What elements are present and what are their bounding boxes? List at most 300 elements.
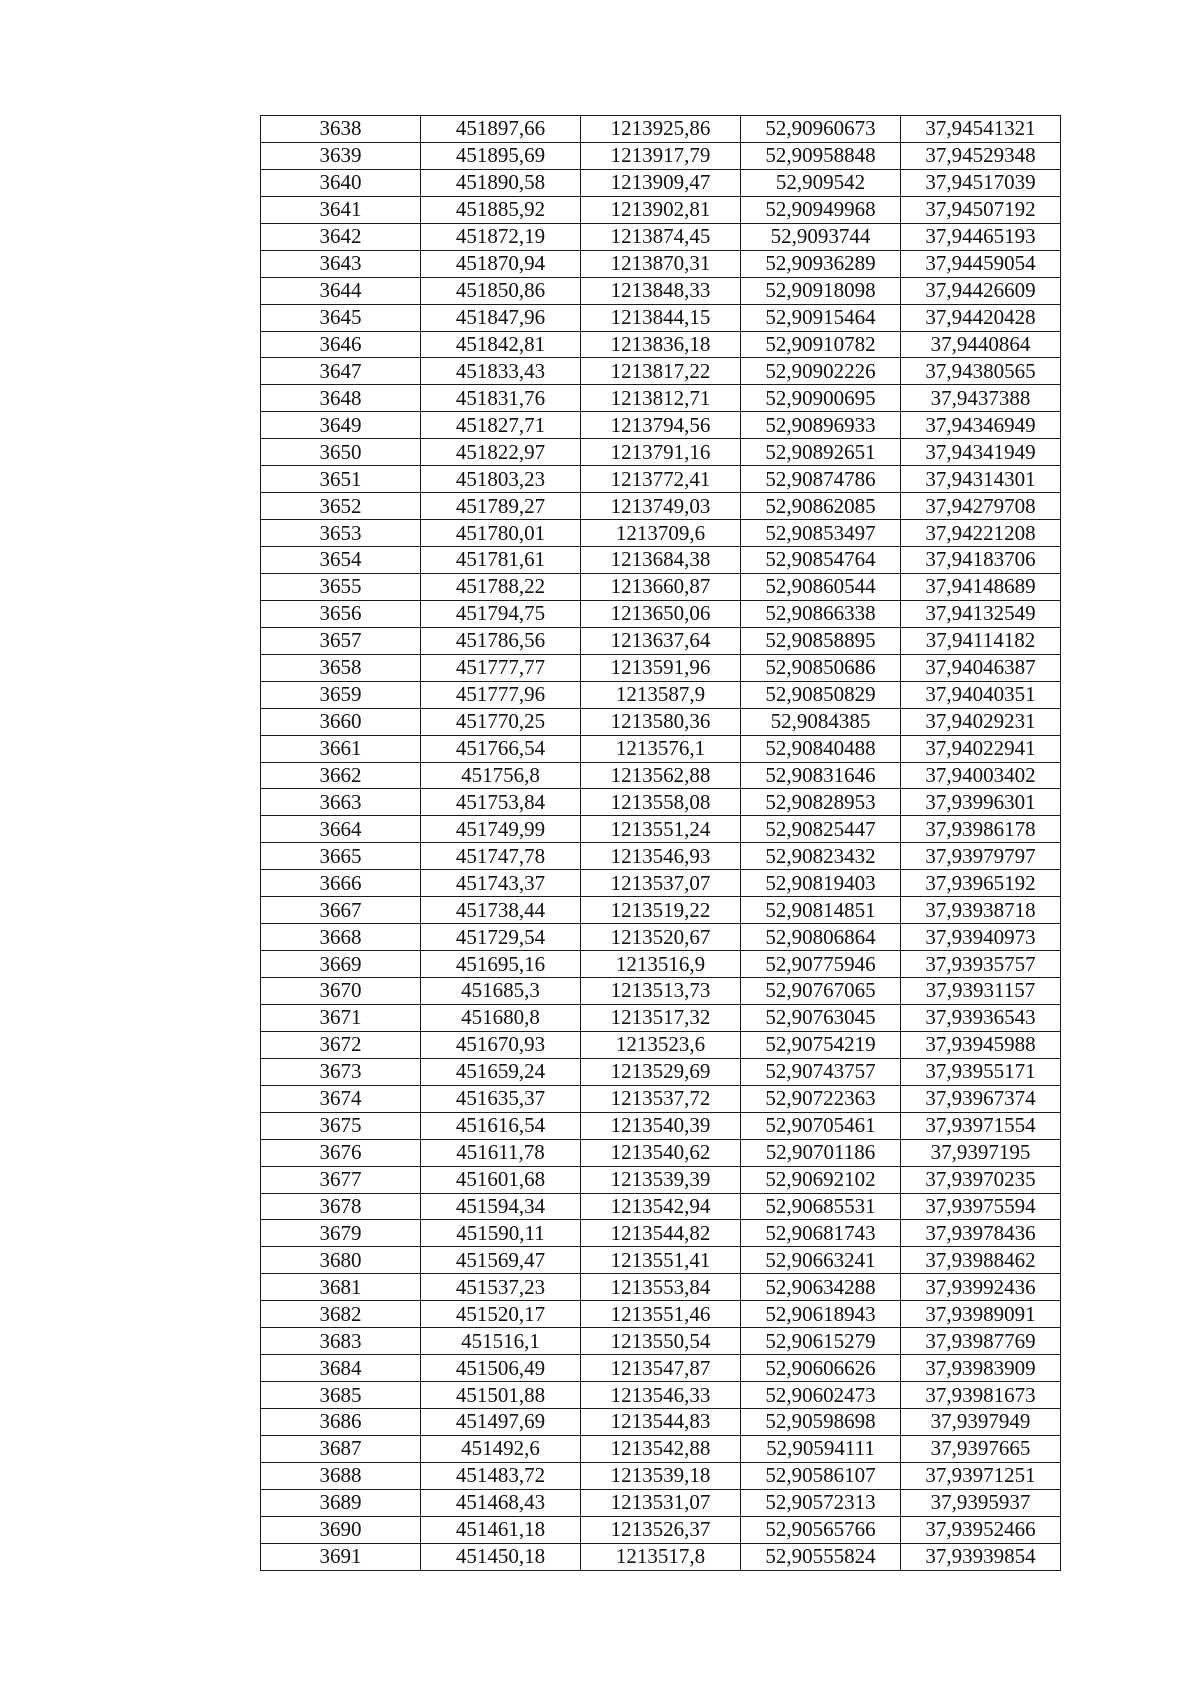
table-row xyxy=(261,1489,1061,1516)
table-row xyxy=(261,223,1061,250)
y-coordinate-cell: 1213540,39 xyxy=(581,1112,741,1139)
x-coordinate-cell: 451569,47 xyxy=(421,1247,581,1274)
y-coordinate-cell: 1213874,45 xyxy=(581,223,741,250)
x-coordinate-cell: 451872,19 xyxy=(421,223,581,250)
table-row xyxy=(261,277,1061,304)
point-number-cell: 3646 xyxy=(261,331,421,358)
latitude-cell: 52,90910782 xyxy=(741,331,901,358)
y-coordinate-cell: 1213537,07 xyxy=(581,870,741,897)
longitude-cell: 37,94507192 xyxy=(901,196,1061,223)
table-row xyxy=(261,600,1061,627)
point-number-cell: 3683 xyxy=(261,1328,421,1355)
point-number-cell: 3659 xyxy=(261,681,421,708)
latitude-cell: 52,90685531 xyxy=(741,1193,901,1220)
x-coordinate-cell: 451497,69 xyxy=(421,1409,581,1436)
y-coordinate-cell: 1213553,84 xyxy=(581,1274,741,1301)
longitude-cell: 37,93931157 xyxy=(901,978,1061,1005)
y-coordinate-cell: 1213817,22 xyxy=(581,358,741,385)
table-row xyxy=(261,654,1061,681)
table-row xyxy=(261,1004,1061,1031)
y-coordinate-cell: 1213544,83 xyxy=(581,1409,741,1436)
latitude-cell: 52,90823432 xyxy=(741,843,901,870)
point-number-cell: 3663 xyxy=(261,789,421,816)
table-row xyxy=(261,843,1061,870)
point-number-cell: 3655 xyxy=(261,573,421,600)
table-row xyxy=(261,1435,1061,1462)
x-coordinate-cell: 451506,49 xyxy=(421,1355,581,1382)
longitude-cell: 37,93981673 xyxy=(901,1382,1061,1409)
longitude-cell: 37,94148689 xyxy=(901,573,1061,600)
latitude-cell: 52,90606626 xyxy=(741,1355,901,1382)
latitude-cell: 52,90866338 xyxy=(741,600,901,627)
table-row xyxy=(261,816,1061,843)
table-row xyxy=(261,1274,1061,1301)
y-coordinate-cell: 1213517,32 xyxy=(581,1004,741,1031)
x-coordinate-cell: 451516,1 xyxy=(421,1328,581,1355)
y-coordinate-cell: 1213547,87 xyxy=(581,1355,741,1382)
y-coordinate-cell: 1213523,6 xyxy=(581,1031,741,1058)
point-number-cell: 3660 xyxy=(261,708,421,735)
point-number-cell: 3649 xyxy=(261,412,421,439)
point-number-cell: 3673 xyxy=(261,1058,421,1085)
table-row xyxy=(261,708,1061,735)
y-coordinate-cell: 1213516,9 xyxy=(581,951,741,978)
longitude-cell: 37,93975594 xyxy=(901,1193,1061,1220)
latitude-cell: 52,90586107 xyxy=(741,1462,901,1489)
x-coordinate-cell: 451781,61 xyxy=(421,547,581,574)
table-row xyxy=(261,1220,1061,1247)
x-coordinate-cell: 451847,96 xyxy=(421,304,581,331)
x-coordinate-cell: 451501,88 xyxy=(421,1382,581,1409)
y-coordinate-cell: 1213591,96 xyxy=(581,654,741,681)
coordinates-table xyxy=(260,115,1061,1571)
table-row xyxy=(261,1382,1061,1409)
table-row xyxy=(261,1058,1061,1085)
table-row xyxy=(261,897,1061,924)
table-row xyxy=(261,547,1061,574)
longitude-cell: 37,93987769 xyxy=(901,1328,1061,1355)
x-coordinate-cell: 451616,54 xyxy=(421,1112,581,1139)
x-coordinate-cell: 451885,92 xyxy=(421,196,581,223)
y-coordinate-cell: 1213539,39 xyxy=(581,1166,741,1193)
latitude-cell: 52,90555824 xyxy=(741,1543,901,1570)
longitude-cell: 37,94132549 xyxy=(901,600,1061,627)
latitude-cell: 52,90663241 xyxy=(741,1247,901,1274)
y-coordinate-cell: 1213794,56 xyxy=(581,412,741,439)
x-coordinate-cell: 451729,54 xyxy=(421,924,581,951)
table-row xyxy=(261,762,1061,789)
y-coordinate-cell: 1213909,47 xyxy=(581,169,741,196)
y-coordinate-cell: 1213544,82 xyxy=(581,1220,741,1247)
latitude-cell: 52,90681743 xyxy=(741,1220,901,1247)
longitude-cell: 37,94022941 xyxy=(901,735,1061,762)
latitude-cell: 52,90775946 xyxy=(741,951,901,978)
longitude-cell: 37,94003402 xyxy=(901,762,1061,789)
y-coordinate-cell: 1213546,93 xyxy=(581,843,741,870)
longitude-cell: 37,94279708 xyxy=(901,493,1061,520)
point-number-cell: 3672 xyxy=(261,1031,421,1058)
table-row xyxy=(261,1355,1061,1382)
x-coordinate-cell: 451780,01 xyxy=(421,520,581,547)
latitude-cell: 52,90874786 xyxy=(741,466,901,493)
longitude-cell: 37,93945988 xyxy=(901,1031,1061,1058)
x-coordinate-cell: 451870,94 xyxy=(421,250,581,277)
latitude-cell: 52,90692102 xyxy=(741,1166,901,1193)
table-row xyxy=(261,627,1061,654)
latitude-cell: 52,90602473 xyxy=(741,1382,901,1409)
table-row xyxy=(261,169,1061,196)
point-number-cell: 3642 xyxy=(261,223,421,250)
x-coordinate-cell: 451749,99 xyxy=(421,816,581,843)
x-coordinate-cell: 451803,23 xyxy=(421,466,581,493)
point-number-cell: 3640 xyxy=(261,169,421,196)
point-number-cell: 3644 xyxy=(261,277,421,304)
latitude-cell: 52,90598698 xyxy=(741,1409,901,1436)
x-coordinate-cell: 451695,16 xyxy=(421,951,581,978)
x-coordinate-cell: 451747,78 xyxy=(421,843,581,870)
y-coordinate-cell: 1213709,6 xyxy=(581,520,741,547)
latitude-cell: 52,90743757 xyxy=(741,1058,901,1085)
y-coordinate-cell: 1213660,87 xyxy=(581,573,741,600)
table-row xyxy=(261,1409,1061,1436)
table-row xyxy=(261,466,1061,493)
x-coordinate-cell: 451833,43 xyxy=(421,358,581,385)
latitude-cell: 52,90763045 xyxy=(741,1004,901,1031)
table-row xyxy=(261,142,1061,169)
table-row xyxy=(261,412,1061,439)
longitude-cell: 37,94341949 xyxy=(901,439,1061,466)
x-coordinate-cell: 451743,37 xyxy=(421,870,581,897)
point-number-cell: 3690 xyxy=(261,1516,421,1543)
latitude-cell: 52,90806864 xyxy=(741,924,901,951)
y-coordinate-cell: 1213551,24 xyxy=(581,816,741,843)
table-row xyxy=(261,1193,1061,1220)
point-number-cell: 3676 xyxy=(261,1139,421,1166)
x-coordinate-cell: 451827,71 xyxy=(421,412,581,439)
y-coordinate-cell: 1213637,64 xyxy=(581,627,741,654)
point-number-cell: 3687 xyxy=(261,1435,421,1462)
x-coordinate-cell: 451770,25 xyxy=(421,708,581,735)
point-number-cell: 3680 xyxy=(261,1247,421,1274)
longitude-cell: 37,93986178 xyxy=(901,816,1061,843)
longitude-cell: 37,9397949 xyxy=(901,1409,1061,1436)
y-coordinate-cell: 1213537,72 xyxy=(581,1085,741,1112)
latitude-cell: 52,90918098 xyxy=(741,277,901,304)
y-coordinate-cell: 1213550,54 xyxy=(581,1328,741,1355)
x-coordinate-cell: 451756,8 xyxy=(421,762,581,789)
table-row xyxy=(261,681,1061,708)
y-coordinate-cell: 1213546,33 xyxy=(581,1382,741,1409)
table-row xyxy=(261,493,1061,520)
point-number-cell: 3679 xyxy=(261,1220,421,1247)
point-number-cell: 3675 xyxy=(261,1112,421,1139)
latitude-cell: 52,90853497 xyxy=(741,520,901,547)
x-coordinate-cell: 451766,54 xyxy=(421,735,581,762)
point-number-cell: 3653 xyxy=(261,520,421,547)
table-row xyxy=(261,520,1061,547)
y-coordinate-cell: 1213925,86 xyxy=(581,116,741,143)
longitude-cell: 37,94529348 xyxy=(901,142,1061,169)
x-coordinate-cell: 451537,23 xyxy=(421,1274,581,1301)
x-coordinate-cell: 451461,18 xyxy=(421,1516,581,1543)
y-coordinate-cell: 1213749,03 xyxy=(581,493,741,520)
y-coordinate-cell: 1213542,94 xyxy=(581,1193,741,1220)
longitude-cell: 37,93936543 xyxy=(901,1004,1061,1031)
latitude-cell: 52,90902226 xyxy=(741,358,901,385)
point-number-cell: 3668 xyxy=(261,924,421,951)
table-row xyxy=(261,1328,1061,1355)
longitude-cell: 37,93988462 xyxy=(901,1247,1061,1274)
point-number-cell: 3669 xyxy=(261,951,421,978)
x-coordinate-cell: 451680,8 xyxy=(421,1004,581,1031)
table-row xyxy=(261,978,1061,1005)
latitude-cell: 52,90936289 xyxy=(741,250,901,277)
x-coordinate-cell: 451468,43 xyxy=(421,1489,581,1516)
y-coordinate-cell: 1213917,79 xyxy=(581,142,741,169)
y-coordinate-cell: 1213772,41 xyxy=(581,466,741,493)
y-coordinate-cell: 1213812,71 xyxy=(581,385,741,412)
latitude-cell: 52,90854764 xyxy=(741,547,901,574)
latitude-cell: 52,909542 xyxy=(741,169,901,196)
y-coordinate-cell: 1213526,37 xyxy=(581,1516,741,1543)
latitude-cell: 52,90618943 xyxy=(741,1301,901,1328)
latitude-cell: 52,90850686 xyxy=(741,654,901,681)
y-coordinate-cell: 1213551,41 xyxy=(581,1247,741,1274)
table-row xyxy=(261,196,1061,223)
point-number-cell: 3670 xyxy=(261,978,421,1005)
point-number-cell: 3643 xyxy=(261,250,421,277)
point-number-cell: 3674 xyxy=(261,1085,421,1112)
y-coordinate-cell: 1213531,07 xyxy=(581,1489,741,1516)
table-row xyxy=(261,1085,1061,1112)
x-coordinate-cell: 451897,66 xyxy=(421,116,581,143)
point-number-cell: 3647 xyxy=(261,358,421,385)
latitude-cell: 52,90754219 xyxy=(741,1031,901,1058)
table-row xyxy=(261,331,1061,358)
longitude-cell: 37,93971554 xyxy=(901,1112,1061,1139)
longitude-cell: 37,93967374 xyxy=(901,1085,1061,1112)
latitude-cell: 52,90915464 xyxy=(741,304,901,331)
table-row xyxy=(261,358,1061,385)
x-coordinate-cell: 451611,78 xyxy=(421,1139,581,1166)
longitude-cell: 37,94046387 xyxy=(901,654,1061,681)
latitude-cell: 52,90828953 xyxy=(741,789,901,816)
point-number-cell: 3638 xyxy=(261,116,421,143)
longitude-cell: 37,93938718 xyxy=(901,897,1061,924)
latitude-cell: 52,90825447 xyxy=(741,816,901,843)
x-coordinate-cell: 451738,44 xyxy=(421,897,581,924)
latitude-cell: 52,90572313 xyxy=(741,1489,901,1516)
latitude-cell: 52,90858895 xyxy=(741,627,901,654)
longitude-cell: 37,94517039 xyxy=(901,169,1061,196)
point-number-cell: 3645 xyxy=(261,304,421,331)
point-number-cell: 3685 xyxy=(261,1382,421,1409)
table-row xyxy=(261,1112,1061,1139)
point-number-cell: 3650 xyxy=(261,439,421,466)
latitude-cell: 52,90701186 xyxy=(741,1139,901,1166)
longitude-cell: 37,93955171 xyxy=(901,1058,1061,1085)
longitude-cell: 37,93952466 xyxy=(901,1516,1061,1543)
longitude-cell: 37,94183706 xyxy=(901,547,1061,574)
point-number-cell: 3648 xyxy=(261,385,421,412)
point-number-cell: 3678 xyxy=(261,1193,421,1220)
x-coordinate-cell: 451786,56 xyxy=(421,627,581,654)
longitude-cell: 37,94221208 xyxy=(901,520,1061,547)
latitude-cell: 52,90862085 xyxy=(741,493,901,520)
table-row xyxy=(261,951,1061,978)
table-row xyxy=(261,1462,1061,1489)
y-coordinate-cell: 1213513,73 xyxy=(581,978,741,1005)
latitude-cell: 52,90840488 xyxy=(741,735,901,762)
point-number-cell: 3665 xyxy=(261,843,421,870)
latitude-cell: 52,90949968 xyxy=(741,196,901,223)
point-number-cell: 3689 xyxy=(261,1489,421,1516)
table-row xyxy=(261,1031,1061,1058)
y-coordinate-cell: 1213551,46 xyxy=(581,1301,741,1328)
longitude-cell: 37,94465193 xyxy=(901,223,1061,250)
latitude-cell: 52,90722363 xyxy=(741,1085,901,1112)
latitude-cell: 52,90896933 xyxy=(741,412,901,439)
point-number-cell: 3656 xyxy=(261,600,421,627)
longitude-cell: 37,93983909 xyxy=(901,1355,1061,1382)
table-row xyxy=(261,924,1061,951)
y-coordinate-cell: 1213684,38 xyxy=(581,547,741,574)
table-row xyxy=(261,735,1061,762)
longitude-cell: 37,9440864 xyxy=(901,331,1061,358)
x-coordinate-cell: 451635,37 xyxy=(421,1085,581,1112)
longitude-cell: 37,93935757 xyxy=(901,951,1061,978)
longitude-cell: 37,9437388 xyxy=(901,385,1061,412)
point-number-cell: 3662 xyxy=(261,762,421,789)
table-row xyxy=(261,1139,1061,1166)
latitude-cell: 52,90565766 xyxy=(741,1516,901,1543)
latitude-cell: 52,90850829 xyxy=(741,681,901,708)
y-coordinate-cell: 1213519,22 xyxy=(581,897,741,924)
x-coordinate-cell: 451777,96 xyxy=(421,681,581,708)
point-number-cell: 3651 xyxy=(261,466,421,493)
latitude-cell: 52,90831646 xyxy=(741,762,901,789)
longitude-cell: 37,94114182 xyxy=(901,627,1061,654)
point-number-cell: 3671 xyxy=(261,1004,421,1031)
x-coordinate-cell: 451789,27 xyxy=(421,493,581,520)
table-row xyxy=(261,1516,1061,1543)
x-coordinate-cell: 451590,11 xyxy=(421,1220,581,1247)
y-coordinate-cell: 1213587,9 xyxy=(581,681,741,708)
x-coordinate-cell: 451753,84 xyxy=(421,789,581,816)
longitude-cell: 37,94029231 xyxy=(901,708,1061,735)
latitude-cell: 52,90819403 xyxy=(741,870,901,897)
longitude-cell: 37,93992436 xyxy=(901,1274,1061,1301)
x-coordinate-cell: 451788,22 xyxy=(421,573,581,600)
longitude-cell: 37,93940973 xyxy=(901,924,1061,951)
y-coordinate-cell: 1213529,69 xyxy=(581,1058,741,1085)
x-coordinate-cell: 451601,68 xyxy=(421,1166,581,1193)
point-number-cell: 3657 xyxy=(261,627,421,654)
y-coordinate-cell: 1213836,18 xyxy=(581,331,741,358)
table-row xyxy=(261,573,1061,600)
longitude-cell: 37,93979797 xyxy=(901,843,1061,870)
point-number-cell: 3666 xyxy=(261,870,421,897)
point-number-cell: 3681 xyxy=(261,1274,421,1301)
table-row xyxy=(261,1166,1061,1193)
y-coordinate-cell: 1213576,1 xyxy=(581,735,741,762)
x-coordinate-cell: 451450,18 xyxy=(421,1543,581,1570)
latitude-cell: 52,90860544 xyxy=(741,573,901,600)
latitude-cell: 52,90767065 xyxy=(741,978,901,1005)
point-number-cell: 3667 xyxy=(261,897,421,924)
point-number-cell: 3677 xyxy=(261,1166,421,1193)
x-coordinate-cell: 451520,17 xyxy=(421,1301,581,1328)
y-coordinate-cell: 1213520,67 xyxy=(581,924,741,951)
point-number-cell: 3682 xyxy=(261,1301,421,1328)
point-number-cell: 3688 xyxy=(261,1462,421,1489)
table-row xyxy=(261,870,1061,897)
x-coordinate-cell: 451895,69 xyxy=(421,142,581,169)
table-row xyxy=(261,789,1061,816)
latitude-cell: 52,90892651 xyxy=(741,439,901,466)
longitude-cell: 37,93989091 xyxy=(901,1301,1061,1328)
longitude-cell: 37,94346949 xyxy=(901,412,1061,439)
table-row xyxy=(261,250,1061,277)
longitude-cell: 37,94541321 xyxy=(901,116,1061,143)
point-number-cell: 3664 xyxy=(261,816,421,843)
y-coordinate-cell: 1213791,16 xyxy=(581,439,741,466)
longitude-cell: 37,94459054 xyxy=(901,250,1061,277)
x-coordinate-cell: 451850,86 xyxy=(421,277,581,304)
point-number-cell: 3661 xyxy=(261,735,421,762)
longitude-cell: 37,93996301 xyxy=(901,789,1061,816)
coordinates-table-body xyxy=(261,116,1061,1571)
y-coordinate-cell: 1213540,62 xyxy=(581,1139,741,1166)
longitude-cell: 37,93978436 xyxy=(901,1220,1061,1247)
y-coordinate-cell: 1213562,88 xyxy=(581,762,741,789)
table-row xyxy=(261,116,1061,143)
longitude-cell: 37,94314301 xyxy=(901,466,1061,493)
point-number-cell: 3639 xyxy=(261,142,421,169)
x-coordinate-cell: 451822,97 xyxy=(421,439,581,466)
latitude-cell: 52,90960673 xyxy=(741,116,901,143)
point-number-cell: 3686 xyxy=(261,1409,421,1436)
x-coordinate-cell: 451483,72 xyxy=(421,1462,581,1489)
y-coordinate-cell: 1213580,36 xyxy=(581,708,741,735)
table-row xyxy=(261,385,1061,412)
latitude-cell: 52,90814851 xyxy=(741,897,901,924)
table-row xyxy=(261,1301,1061,1328)
longitude-cell: 37,93971251 xyxy=(901,1462,1061,1489)
longitude-cell: 37,94420428 xyxy=(901,304,1061,331)
y-coordinate-cell: 1213870,31 xyxy=(581,250,741,277)
longitude-cell: 37,9395937 xyxy=(901,1489,1061,1516)
longitude-cell: 37,94426609 xyxy=(901,277,1061,304)
x-coordinate-cell: 451594,34 xyxy=(421,1193,581,1220)
latitude-cell: 52,9093744 xyxy=(741,223,901,250)
x-coordinate-cell: 451670,93 xyxy=(421,1031,581,1058)
table-row xyxy=(261,304,1061,331)
point-number-cell: 3654 xyxy=(261,547,421,574)
longitude-cell: 37,93965192 xyxy=(901,870,1061,897)
point-number-cell: 3684 xyxy=(261,1355,421,1382)
point-number-cell: 3658 xyxy=(261,654,421,681)
latitude-cell: 52,90900695 xyxy=(741,385,901,412)
longitude-cell: 37,93939854 xyxy=(901,1543,1061,1570)
table-row xyxy=(261,1247,1061,1274)
latitude-cell: 52,9084385 xyxy=(741,708,901,735)
point-number-cell: 3691 xyxy=(261,1543,421,1570)
longitude-cell: 37,94040351 xyxy=(901,681,1061,708)
y-coordinate-cell: 1213844,15 xyxy=(581,304,741,331)
x-coordinate-cell: 451842,81 xyxy=(421,331,581,358)
x-coordinate-cell: 451890,58 xyxy=(421,169,581,196)
